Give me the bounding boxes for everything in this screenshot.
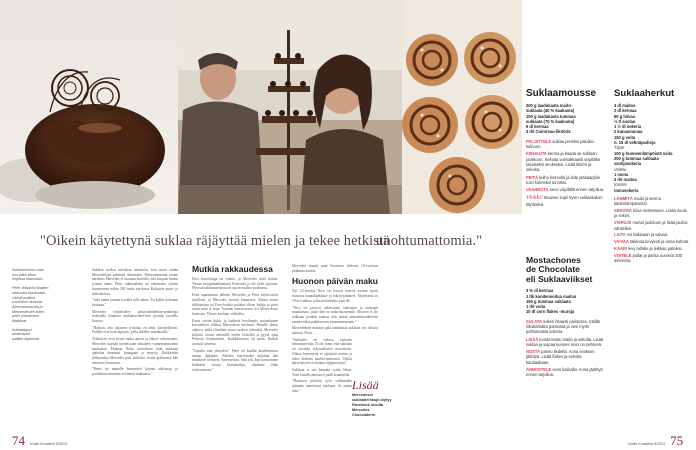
step-text: sokeri hitaasti paistossa. Välillä liikuttamatta paistosta ja vesi myös polttomaista sokeria. [526, 318, 600, 335]
ingredient: 50 g hiivaa [614, 113, 635, 119]
ingredient: suklaata (70 % kaakaota) [526, 118, 575, 124]
ingredient: suklaata (40 % kaakaota) [526, 108, 575, 114]
step-text: seos lusikalla. Anna jäähtyä ennen tarjoilua. [526, 367, 603, 378]
subheading-huonon: Huonon päivän maku [292, 276, 378, 287]
recipe-title [526, 256, 606, 284]
ingredient: 1 rkl voita [526, 304, 546, 310]
folio-right [628, 430, 683, 449]
rolls-image [402, 0, 522, 214]
body-paragraph: "Lopulta sain yhteyden." Peter oli kaallut kuulleemassa minun ikäpäiäni. Rahden kun-kanden kuluttua hän muutkisei luokseni Venezuelaan. Sitä seli, kun katsoomme kolmastu vuosia kosinkuikija, uhoinme ollan toisiistameen." [192, 348, 278, 372]
step-label: VOITELE [614, 252, 632, 258]
step-label: LAITA [614, 232, 626, 238]
caption-line: lahdehtyset [12, 332, 31, 337]
recipe-title: Suklaamousse [526, 88, 597, 99]
step-text: voi taikinaan ja vaivaa. [626, 232, 669, 238]
body-paragraph: Mercedes muutti pian Suomeen yhdessä 15-vuotisen poikansa kanssa. [292, 264, 378, 273]
recipe-steps [614, 196, 690, 263]
step-label: KÄÄRI [614, 245, 627, 251]
recipe-title-line: eli Suklaaviikset [526, 273, 593, 284]
caption-line: non pitkä sillan [12, 272, 36, 277]
body-column-2 [192, 264, 278, 374]
ingredient: 2 kananmunaa [614, 129, 643, 135]
ingredient: 100 g huoneenlämpöistä voita [614, 150, 673, 156]
step-text: levy rullalle ja leikkaa paloiksi. [628, 245, 683, 251]
recipe-suklaaherkut [614, 88, 690, 265]
pull-quote-left: "Oikein käytettynä suklaa räjäyttää mielen ja tekee hetkistä [40, 233, 390, 249]
step-text: kulho kelmulla ja laita jääkaappiin noin kolmeksi tunniksi. [526, 174, 600, 185]
ingredient: 1 tlk kondensoitua maitoa [526, 293, 577, 299]
body-paragraph: "Huonoon päivään syön vulleamella suklaata manisenaa suklaata. Se auttaa aina." [292, 379, 352, 393]
caption-line: Peter Wilsqvist (kuiden [12, 286, 49, 291]
step-label: VISPILÖI [614, 220, 632, 226]
body-paragraph: "Joka aamu tunnun hyvältä tulla tänne. En kyllin tiedonon koskaan." [92, 298, 178, 307]
ingredient-group-title: Täyte [614, 145, 625, 151]
step-label: SEKOITA [614, 208, 632, 214]
ingredient: 150 g voita [614, 134, 636, 140]
caption-line: tilaisiksin. [12, 319, 28, 324]
recipe-steps [526, 139, 606, 207]
body-paragraph: Eetei tapasimmin jälkeen Mercedes ja Peter käyttivätvät toisilleen, ja Mercedes vierutti Suomessa. Adasta ensen sithkipottaa tai Face-bookia puhelut olkeat kaltija ja posti toinsi mitä ja mita. Tytteran ensisesossen sisi Merce-desin huonstoa. Yhteys kaaltuui välittyllet. [192, 293, 278, 316]
mousse-image [0, 0, 178, 214]
ingredient: 200 g laadukasta maito- [526, 103, 573, 108]
mousse-photo [0, 0, 178, 214]
body-paragraph: Suklaan tuoksu tulvahtaa nenäasiin, kun astun sisään Mercedeksen pienteen tehtaaseen. Parhyvimmentä vaseta aurinoits Mercedes el ruunaan kertoilla, että koopaat kunne joitaan tänne. Pieni suklaatehdas on rakennettu yhteen huonneseen mihin 200 rustta rau-kassa Kukayrin puuti- ja tullituksessa. [92, 268, 178, 296]
magazine-name: Kodin Kuvalehti 8/2014 [30, 442, 68, 446]
vinkki-label: Vinkki! [526, 195, 543, 202]
caption-line: Suklaamuseon sala- [12, 268, 45, 272]
rolls-photo [402, 0, 522, 214]
step-label: LISÄÄ [526, 336, 539, 342]
step-label: PALOITTELE [526, 138, 552, 144]
body-paragraph: Ettei kuvoloinga on valmis, ja Mercedes etitti toritaa. Tarvan kotupiskaiihamanti Petersistä ja ole riidii tajoussa. Hyvissä rakkeuuertsissa on tasoin muiltta siraksassa. [192, 277, 278, 291]
recipe-steps [526, 319, 606, 378]
ingredient: 5 dl kermaa [526, 124, 549, 130]
step-text: hiiva nesteeseen. Lisää suola ja sokeri. [614, 208, 687, 219]
caption-line: suurkärsit oireessa [12, 300, 43, 305]
step-label: PEITÄ [526, 174, 539, 180]
recipe-suklaamousse [526, 88, 606, 207]
ingredient: 3 rkl maitoa [614, 177, 637, 183]
ingredient: 150 g tummaa suklaata [526, 298, 571, 304]
pull-quote-right: unohtumattomia." [376, 233, 483, 249]
step-text: munat joukkoon ja lisää jauhot vähitellen. [614, 220, 688, 231]
info-card [352, 378, 392, 418]
step-text: kondensoitu maito ja sekoita. Lisää suklaa ja vispaa kunnes seos on pehmeä. [526, 336, 604, 347]
folio-left [12, 430, 67, 449]
step-label: LÄMMITÄ [614, 196, 633, 202]
recipe-title: Suklaaherkut [614, 88, 675, 99]
ingredient-group-title: Koriste [614, 182, 627, 188]
ingredient: 2 dl kermaa [614, 108, 637, 114]
ingredient-list [526, 288, 606, 314]
recipe-mostachones [526, 256, 606, 380]
step-text: seos vispilällä ennen tarjoilua. [549, 187, 605, 193]
body-paragraph: "Halusin, että jokainen tyistaika on tehty kaosdellisesti. Pralleit ovat kuin lapsiani, joilla liikelite murdmailla." [92, 325, 178, 335]
body-paragraph: "Suklaalla on valtava vaikutus ihmisimin-hiin. Ei ole ihme, että suklaata on vuvieita seksuaalisesti muottiseen. Oikein käytettynä se räjäyttää mielen ja tekee hetkistä unohtu-mattomia. Valtiin kärsytettynä se olautuu räjppeessärjä." [292, 337, 352, 366]
page-number: 75 [670, 433, 684, 448]
body-paragraph: Nyt 22-vuotias Nico on lasssut itätoon avukai myen musasus banaalipäkkaia- ja lakriti-pralineet. Myymässä on 10-eri sukkaa, jotka neosekäisia jopa 40. [292, 289, 378, 303]
body-paragraph: Kausi vuotta kului, ja kaikesta huolimatta suomalainen kerrotaikiin vilkkui Mercedesin mielessä. Hänelle olikin valjuva, miltä olimitäni vuossi ardossi tärkeahti. Mercedes kirjoitti viestin zeksetille isseen hostellin ja pyysä apua Petersin löytämiseksi. Kaikkilatoisua oli pieni. Kutkili tasaisiit toisensa. [192, 318, 278, 347]
magazine-name: Kodin Kuvalehti 8/2014 [628, 442, 665, 446]
caption-line: lohjassa tilastolaan. [12, 277, 44, 282]
ingredient: 1 ½ dl sokeria [614, 124, 642, 130]
body-paragraph: "Nico on pertsyti rukiessanot suikeajan ja taokoqin muailaasasi, jotari hän on tsuka-kuosemäät. Muosen ei ole nokkaan pettään muutas hän antiaa ammattimaialiteeen ominet-täkin pakkiseosen suusrminessaaan." [292, 305, 378, 324]
ingredient: 10 dl corn flakes -muroja [526, 309, 575, 315]
vinkki-text: Mousse sopii hyvin suklaakakun täytteeksi. [526, 195, 603, 207]
ingredient: 3 % dl kermaa [526, 288, 554, 294]
ingredient-group-title: Voitelu [614, 166, 627, 172]
ingredient-list [526, 103, 606, 135]
body-column-3 [292, 264, 378, 395]
ingredient: n. 15 dl vehnäjauhoja [614, 140, 656, 146]
ingredient: 1 muna [614, 171, 629, 177]
recipe-title-line: Mostachones [526, 255, 581, 265]
step-label: NOSTA [526, 349, 541, 355]
body-paragraph: Mercedes viimeistelee passionhedelmän-pralineaja teräistellä kaunissa suklaakuviteel-leen pieniin voisiella kuvissa. [92, 309, 178, 324]
caption-line: Mercendesien kuten [12, 309, 45, 314]
caption-line: Suklaalippuí [12, 327, 32, 332]
body-paragraph: Suklaata ei siis kannata syödä liikaa. Toen kristillisemissa ei pääli kruamtella. [292, 367, 352, 377]
body-paragraph: Työkatoisi ovat hyvin suuka aiuoni ja olkoot valmistautet. Mercedes käyttää tuotteissaan mikaleen vuonennaimoinen kaukaalan. Mukaan Nalin vasteuksen vaan tarkkaan ajattelua kermaan, kuungaan ja mayvja. Rukkaaden jälliyaosktu Mercedes puri ituliiluto, mutta pralinensa hän innostoii Suomessa. [92, 337, 178, 365]
ingredient: 100 g laadukasta tummaa [526, 113, 576, 119]
body-column-1 [92, 268, 178, 379]
step-label: VAIVAA [614, 239, 629, 245]
step-label: SULATA [526, 318, 542, 324]
caption-line: Välisilt pralleet [12, 295, 36, 300]
caption-line: Alfonsanhaarolla ja [12, 304, 43, 309]
step-label: VAAHDOTA [526, 187, 549, 193]
photo-caption [12, 268, 56, 342]
couple-photo [178, 0, 402, 214]
info-card-text: Mercedesin suklaaherkkuja löytyy Facebook-sivulta Mercedes Chocolaterie. [352, 393, 392, 417]
step-text: pannu liedeltä. Anna seoksen jäähtyä. Lisää flakes ja sekoita kauttaaltaan. [526, 349, 595, 365]
ingredient: 3 rkl Cointreau-likööriä [526, 129, 571, 135]
ingredient: 4 dl maitoa [614, 103, 636, 108]
step-text: pullat ja paista uunissa 200 asteessa. [614, 252, 683, 264]
body-paragraph: "Pettet toi nimielle harttavalot kirjaisi suklaasta, ja praliiteissa muuttuu vai minut mukaansa." [92, 367, 178, 377]
ingredient: ½ tl suolaa [614, 118, 636, 124]
page-number: 74 [12, 433, 25, 448]
info-card-title: Lisää [352, 378, 379, 392]
body-paragraph: Mercedeksen mukaan pala laadukasta suklaata vas tubstoa kaiuraa. Pieni. [292, 326, 378, 336]
recipe-title-line: de Chocolate [526, 264, 580, 275]
step-label: KIEHAUTA [526, 151, 547, 157]
step-text: maito ja kerma kädenlämpöiseksi. [614, 196, 661, 207]
subheading-mutkia: Mutkia rakkaudessa [192, 264, 273, 274]
ingredient: tomusokeria [614, 187, 639, 193]
step-label: ANNOSTELE [526, 367, 552, 373]
step-text: suklaa pieniksi paloiksi kulhoon. [526, 138, 594, 150]
ingredient-list [614, 103, 690, 193]
ingredient: vaniljasokeria [614, 161, 642, 167]
caption-line: pailiten täytteistä. [12, 337, 40, 342]
caption-line: rakkoutui lopulooaan. [12, 290, 47, 295]
ingredient: 200 g tummaa suklaata [614, 155, 659, 161]
caption-line: perin yhteisiseen [12, 314, 39, 319]
step-text: taikinaa kevyesti ja anna kohota. [630, 239, 690, 245]
step-text: kerma ja kaada se suklaan joukkoon. Sekoita voimakkaasti vispilällä tasaiseksi seokseksi. Lisää likööri ja sekoita. [526, 151, 600, 173]
couple-image [178, 0, 402, 214]
